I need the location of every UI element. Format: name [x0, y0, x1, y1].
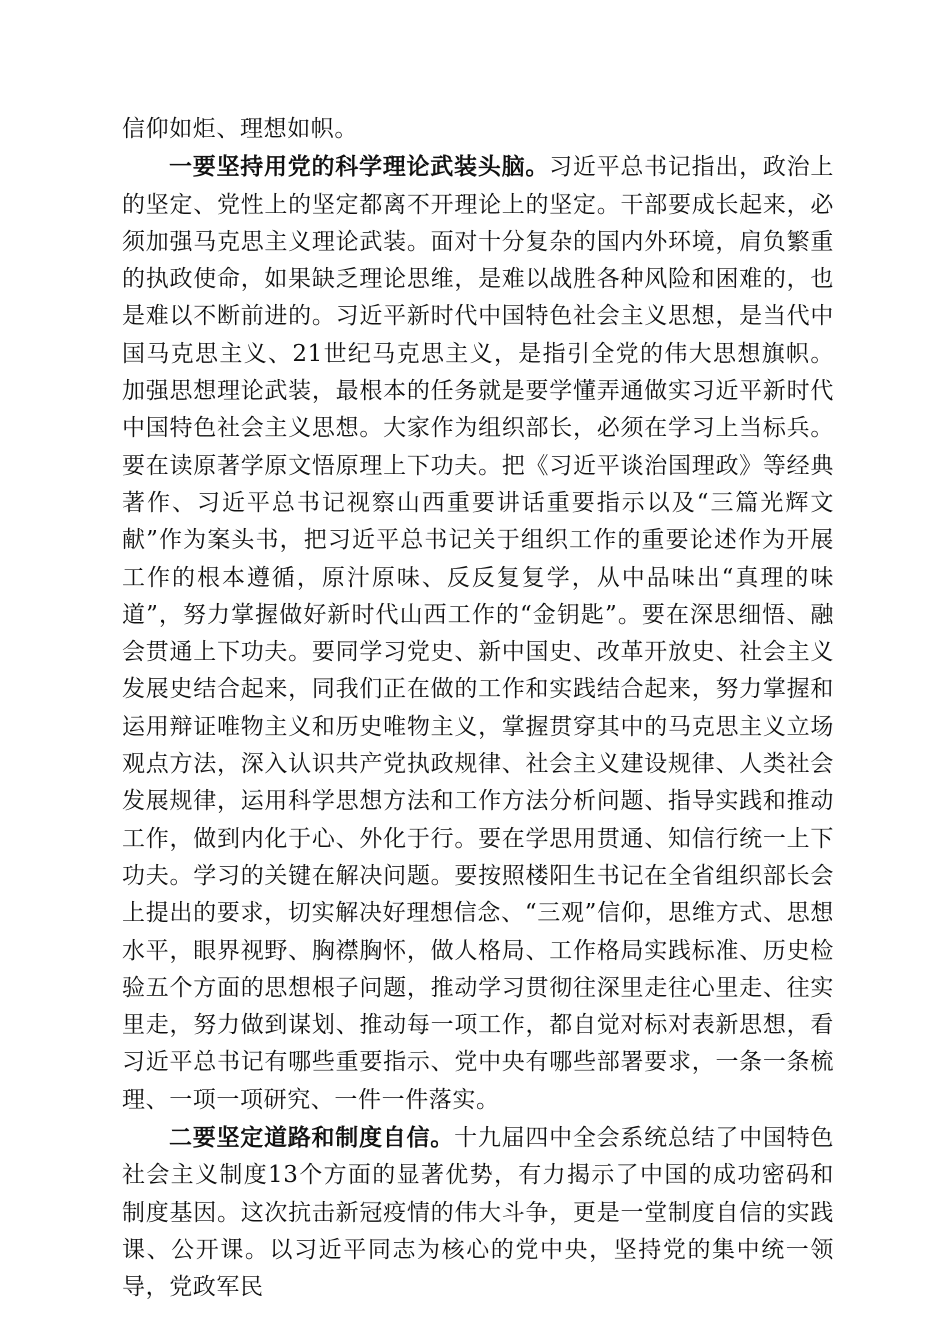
- document-body: [122, 111, 834, 1307]
- paragraph-system-confidence: [122, 1119, 834, 1306]
- paragraph-continuation: [122, 111, 834, 148]
- paragraph-text: 十九届四中全会系统总结了中国特色社会主义制度13个方面的显著优势，有力揭示了中国的成功密码和制度基因。这次抗击新冠疫情的伟大斗争，更是一堂制度自信的实践课、公开课。以习近平同志为核心的党中央，坚持党的集中统一领导，党政军民: [122, 1125, 834, 1301]
- paragraph-lead-heading: 二要坚定道路和制度自信。: [169, 1124, 455, 1152]
- paragraph-theory-armament: [122, 148, 834, 1119]
- paragraph-lead-heading: 一要坚持用党的科学理论武装头脑。: [169, 153, 550, 181]
- paragraph-text: 信仰如炬、理想如帜。: [122, 116, 358, 142]
- paragraph-text: 习近平总书记指出，政治上的坚定、党性上的坚定都离不开理论上的坚定。干部要成长起来，必须加强马克思主义理论武装。面对十分复杂的国内外环境，肩负繁重的执政使命，如果缺乏理论思维，是难以战胜各种风险和困难的，也是难以不断前进的。习近平新时代中国特色社会主义思想，是当代中国马克思主义、21世纪马克思主义，是指引全党的伟大思想旗帜。加强思想理论武装，最根本的任务就是要学懂弄通做实习近平新时代中国特色社会主义思想。大家作为组织部长，必须在学习上当标兵。要在读原著学原文悟原理上下功夫。把《习近平谈治国理政》等经典著作、习近平总书记视察山西重要讲话重要指示以及“三篇光辉文献”作为案头书，把习近平总书记关于组织工作的重要论述作为开展工作的根本遵循，原汁原味、反反复复学，从中品味出“真理的味道”，努力掌握做好新时代山西工作的“金钥匙”。要在深思细悟、融会贯通上下功夫。要同学习党史、新中国史、改革开放史、社会主义发展史结合起来，同我们正在做的工作和实践结合起来，努力掌握和运用辩证唯物主义和历史唯物主义，掌握贯穿其中的马克思主义立场观点方法，深入认识共产党执政规律、社会主义建设规律、人类社会发展规律，运用科学思想方法和工作方法分析问题、指导实践和推动工作，做到内化于心、外化于行。要在学思用贯通、知信行统一上下功夫。学习的关键在解决问题。要按照楼阳生书记在全省组织部长会上提出的要求，切实解决好理想信念、“三观”信仰，思维方式、思想水平，眼界视野、胸襟胸怀，做人格局、工作格局实践标准、历史检验五个方面的思想根子问题，推动学习贯彻往深里走往心里走、往实里走，努力做到谋划、推动每一项工作，都自觉对标对表新思想，看习近平总书记有哪些重要指示、党中央有哪些部署要求，一条一条梳理、一项一项研究、一件一件落实。: [122, 154, 834, 1113]
